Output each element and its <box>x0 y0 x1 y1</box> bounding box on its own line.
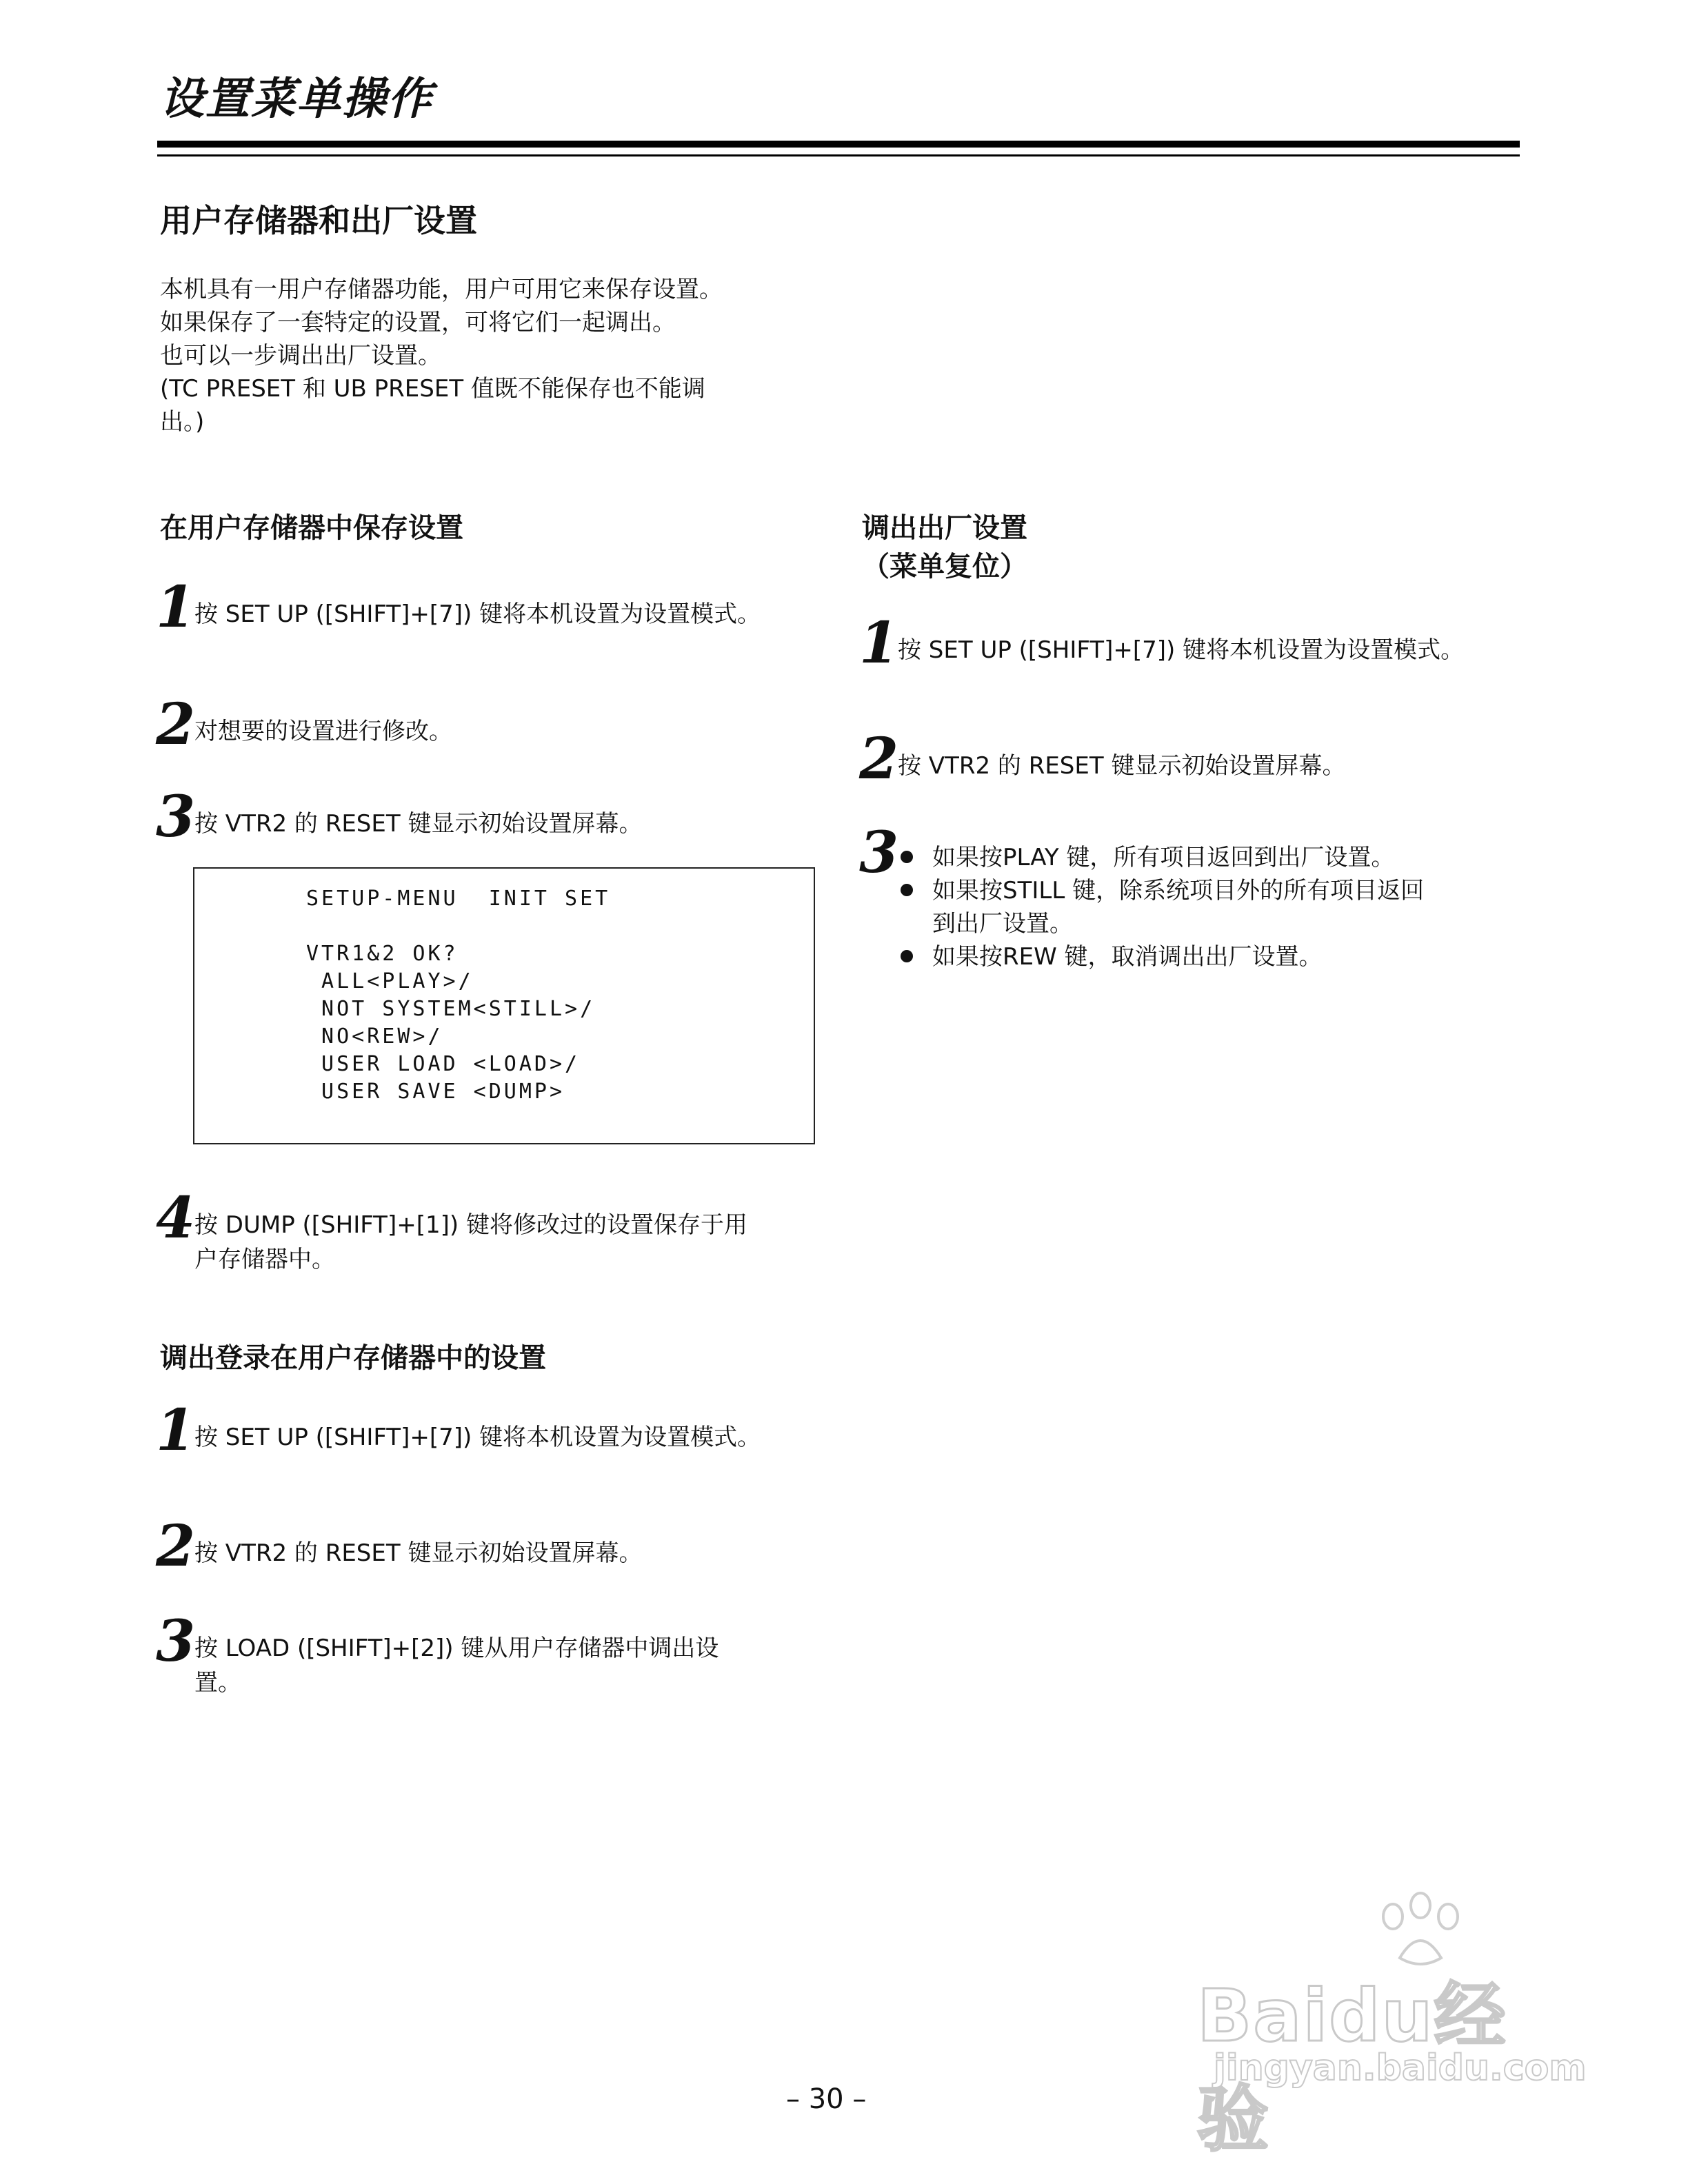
title-rule-thin <box>157 154 1520 156</box>
bullet-icon <box>901 884 913 896</box>
intro-paragraph <box>160 273 836 438</box>
step-text <box>194 1536 843 1570</box>
bullet-line: 如果按REW 键，取消调出出厂设置。 <box>932 943 1323 971</box>
step-line: 按 VTR2 的 RESET 键显示初始设置屏幕。 <box>898 752 1346 780</box>
step-text <box>194 1631 843 1700</box>
intro-line: 也可以一步调出出厂设置。 <box>160 342 441 370</box>
screen-line: VTR1&2 OK? <box>306 942 459 966</box>
screen-line: NO<REW>/ <box>306 1024 443 1049</box>
step-text <box>194 597 843 631</box>
step-text <box>898 633 1546 667</box>
step-number: 1 <box>156 574 196 640</box>
intro-line: 如果保存了一套特定的设置，可将它们一起调出。 <box>160 309 676 336</box>
step-number: 2 <box>156 691 196 758</box>
step-number: 1 <box>156 1397 196 1464</box>
step-number: 3 <box>859 820 899 886</box>
bullet-text <box>932 841 1525 874</box>
screen-line: USER SAVE <DUMP> <box>306 1080 565 1104</box>
step-line: 按 SET UP ([SHIFT]+[7]) 键将本机设置为设置模式。 <box>898 636 1465 664</box>
step-line: 户存储器中。 <box>194 1246 335 1273</box>
screen-line: USER LOAD <LOAD>/ <box>306 1052 581 1076</box>
step-number: 1 <box>859 610 899 676</box>
screen-line: ALL<PLAY>/ <box>306 969 474 993</box>
step-number: 4 <box>156 1185 196 1251</box>
step-text <box>194 714 843 749</box>
watermark-url: jingyan.baidu.com <box>1214 2048 1587 2089</box>
step-line: 按 VTR2 的 RESET 键显示初始设置屏幕。 <box>194 810 643 838</box>
watermark-text: Baidu经验 <box>1197 1974 1507 2161</box>
save-heading: 在用户存储器中保存设置 <box>160 512 463 544</box>
page-number: – 30 – <box>786 2083 867 2115</box>
step-number: 2 <box>859 726 899 792</box>
step-line: 按 VTR2 的 RESET 键显示初始设置屏幕。 <box>194 1539 643 1567</box>
step-line: 按 DUMP ([SHIFT]+[1]) 键将修改过的设置保存于用 <box>194 1211 747 1239</box>
intro-line: 本机具有一用户存储器功能，用户可用它来保存设置。 <box>160 276 723 303</box>
bullet-icon <box>901 851 913 863</box>
step-line: 对想要的设置进行修改。 <box>194 718 452 745</box>
title-rule <box>157 141 1520 148</box>
intro-line: 出。) <box>160 408 205 436</box>
step-number: 2 <box>156 1513 196 1579</box>
section-title: 用户存储器和出厂设置 <box>160 202 477 239</box>
step-line: 置。 <box>194 1669 241 1697</box>
step-line: 按 LOAD ([SHIFT]+[2]) 键从用户存储器中调出设 <box>194 1635 719 1662</box>
bullet-text <box>932 874 1525 940</box>
bullet-line: 如果按PLAY 键，所有项目返回到出厂设置。 <box>932 844 1395 871</box>
factory-heading-line: （菜单复位） <box>862 551 1027 583</box>
factory-heading <box>862 509 1027 586</box>
step-text <box>194 807 843 841</box>
step-line: 按 SET UP ([SHIFT]+[7]) 键将本机设置为设置模式。 <box>194 600 761 628</box>
step-number: 3 <box>156 1608 196 1675</box>
step-line: 按 SET UP ([SHIFT]+[7]) 键将本机设置为设置模式。 <box>194 1424 761 1451</box>
bullet-line: 到出厂设置。 <box>932 910 1073 938</box>
bullet-text <box>932 940 1525 973</box>
bullet-icon <box>901 950 913 962</box>
screen-line: NOT SYSTEM<STILL>/ <box>306 997 596 1021</box>
init-setup-screen <box>193 867 815 1144</box>
load-heading: 调出登录在用户存储器中的设置 <box>160 1342 546 1374</box>
step-text <box>898 749 1546 783</box>
page-title: 设置菜单操作 <box>160 74 433 125</box>
step-text <box>194 1208 843 1277</box>
intro-line: (TC PRESET 和 UB PRESET 值既不能保存也不能调 <box>160 375 705 403</box>
factory-heading-line: 调出出厂设置 <box>862 512 1027 544</box>
baidu-watermark <box>1193 1889 1587 2161</box>
step-number: 3 <box>156 784 196 850</box>
bullet-line: 如果按STILL 键，除系统项目外的所有项目返回 <box>932 877 1425 904</box>
screen-line: SETUP-MENU INIT SET <box>306 887 611 911</box>
step-text <box>194 1420 843 1455</box>
